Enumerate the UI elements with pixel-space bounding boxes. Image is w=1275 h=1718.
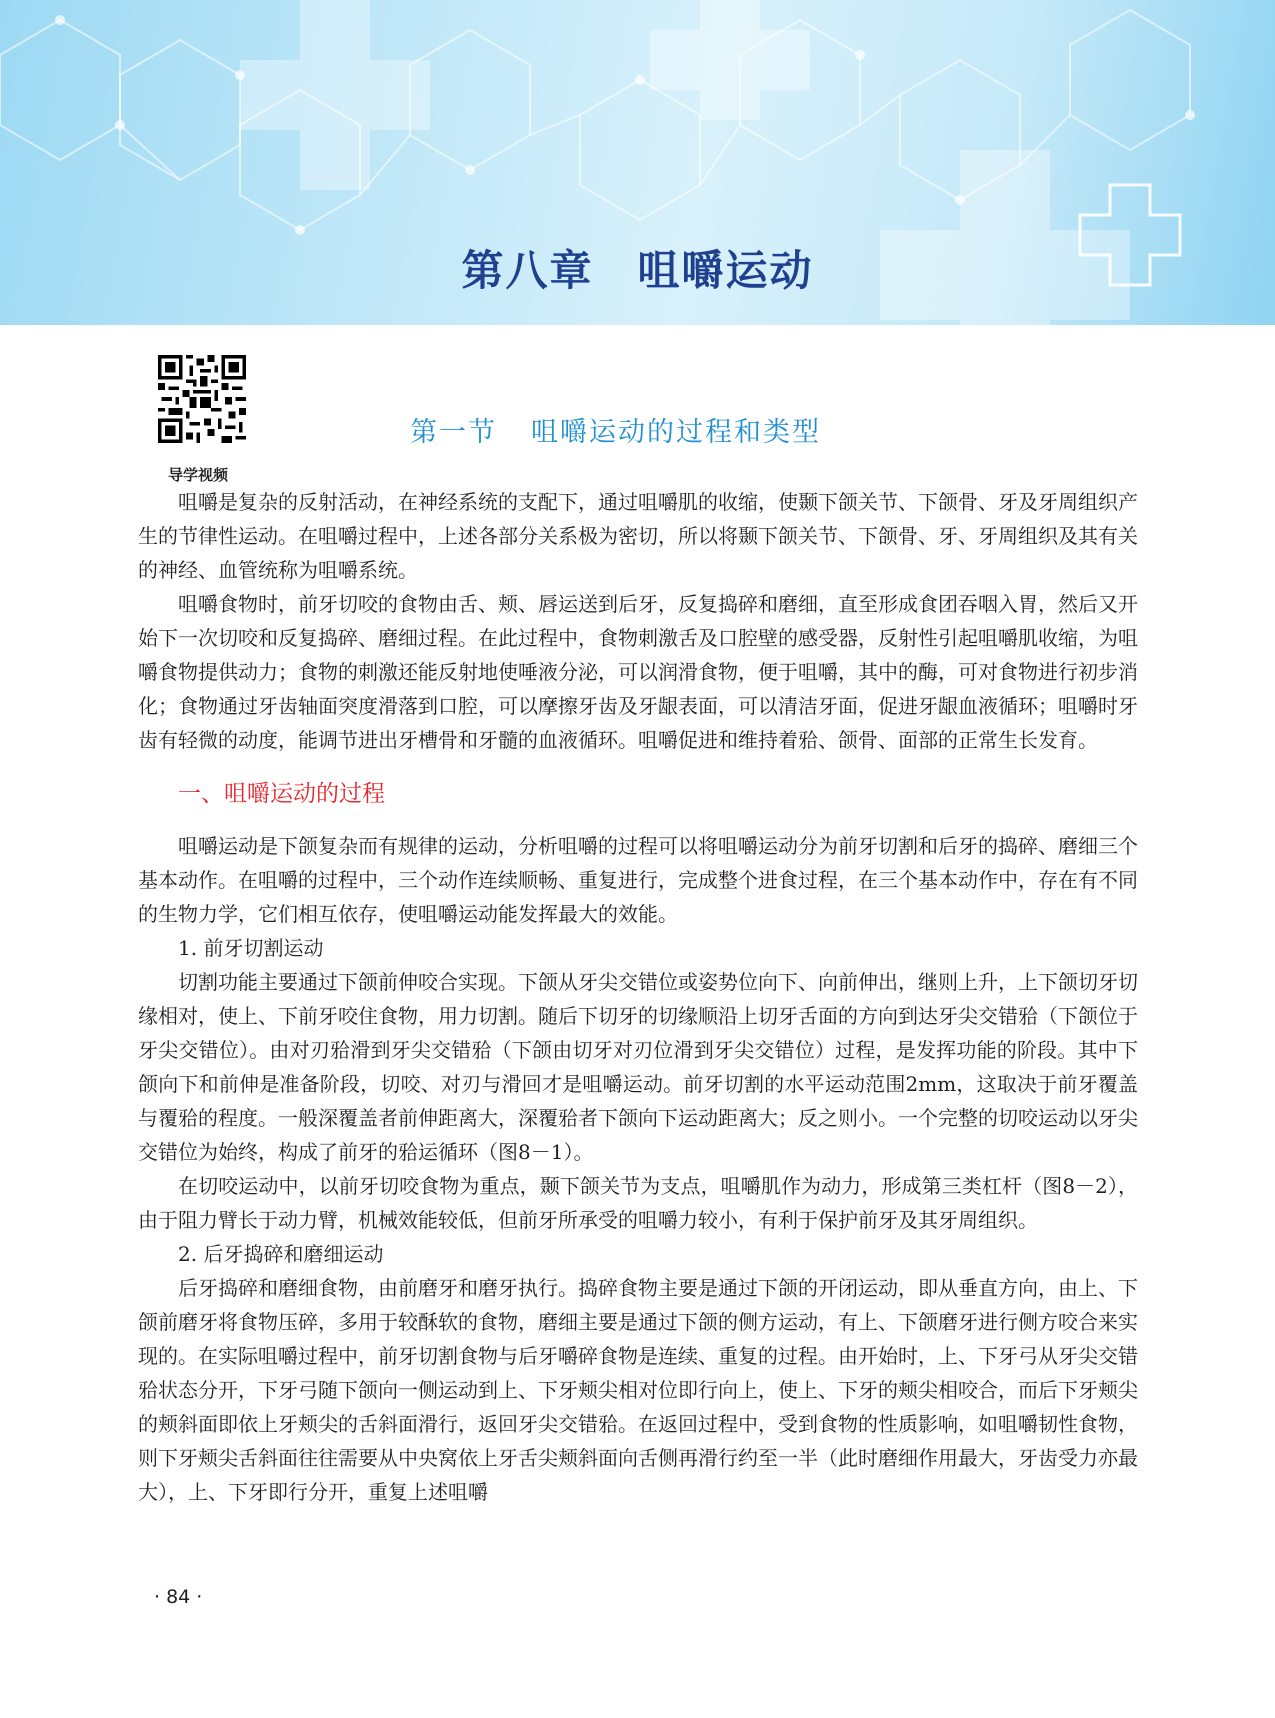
chapter-number: 第八章 — [461, 246, 594, 295]
subheading: 一、咀嚼运动的过程 — [178, 781, 385, 807]
section-number: 第一节 — [410, 417, 497, 448]
paragraph: 切割功能主要通过下颌前伸咬合实现。下颌从牙尖交错位或姿势位向下、向前伸出，继则上升，上下颌切牙切缘相对，使上、下前牙咬住食物，用力切割。随后下切牙的切缘顺沿上切牙舌面的方向到达牙尖交错𬌗（下颌位于牙尖交错位）。由对刃𬌗滑到牙尖交错𬌗（下颌由切牙对刃位滑到牙尖交错位）过程，是发挥功能的阶段。其中下颌向下和前伸是准备阶段，切咬、对刃与滑回才是咀嚼运动。前牙切割的水平运动范围2mm，这取决于前牙覆盖与覆𬌗的程度。一般深覆盖者前伸距离大，深覆𬌗者下颌向下运动距离大；反之则小。一个完整的切咬运动以牙尖交错位为始终，构成了前牙的𬌗运循环（图8－1）。 — [138, 970, 1138, 1164]
paragraph: 在切咬运动中，以前牙切咬食物为重点，颞下颌关节为支点，咀嚼肌作为动力，形成第三类杠杆（图8－2），由于阻力臂长于动力臂，机械效能较低，但前牙所承受的咀嚼力较小，有利于保护前牙及其牙周组织。 — [138, 1174, 1138, 1232]
qr-caption: 导学视频 — [168, 466, 229, 484]
page-number: · 84 · — [154, 1586, 203, 1608]
body-text — [138, 485, 1138, 1509]
section-title — [410, 410, 821, 449]
paragraph: 咀嚼是复杂的反射活动，在神经系统的支配下，通过咀嚼肌的收缩，使颞下颌关节、下颌骨、牙及牙周组织产生的节律性运动。在咀嚼过程中，上述各部分关系极为密切，所以将颞下颌关节、下颌骨、牙、牙周组织及其有关的神经、血管统称为咀嚼系统。 — [138, 490, 1138, 582]
section-name: 咀嚼运动的过程和类型 — [531, 417, 821, 448]
numbered-heading: 1. 前牙切割运动 — [178, 936, 324, 960]
paragraph: 后牙捣碎和磨细食物，由前磨牙和磨牙执行。捣碎食物主要是通过下颌的开闭运动，即从垂直方向，由上、下颌前磨牙将食物压碎，多用于较酥软的食物，磨细主要是通过下颌的侧方运动，有上、下颌磨牙进行侧方咬合来实现的。在实际咀嚼过程中，前牙切割食物与后牙嚼碎食物是连续、重复的过程。由开始时，上、下牙弓从牙尖交错𬌗状态分开，下牙弓随下颌向一侧运动到上、下牙颊尖相对位即行向上，使上、下牙的颊尖相咬合，而后下牙颊尖的颊斜面即依上牙颊尖的舌斜面滑行，返回牙尖交错𬌗。在返回过程中，受到食物的性质影响，如咀嚼韧性食物，则下牙颊尖舌斜面往往需要从中央窝依上牙舌尖颊斜面向舌侧再滑行约至一半（此时磨细作用最大，牙齿受力亦最大），上、下牙即行分开，重复上述咀嚼 — [138, 1276, 1138, 1504]
paragraph: 咀嚼食物时，前牙切咬的食物由舌、颊、唇运送到后牙，反复捣碎和磨细，直至形成食团吞咽入胃，然后又开始下一次切咬和反复捣碎、磨细过程。在此过程中，食物刺激舌及口腔壁的感受器，反射性引起咀嚼肌收缩，为咀嚼食物提供动力；食物的刺激还能反射地使唾液分泌，可以润滑食物，便于咀嚼，其中的酶，可对食物进行初步消化；食物通过牙齿轴面突度滑落到口腔，可以摩擦牙齿及牙龈表面，可以清洁牙面，促进牙龈血液循环；咀嚼时牙齿有轻微的动度，能调节进出牙槽骨和牙髓的血液循环。咀嚼促进和维持着𬌗、颌骨、面部的正常生长发育。 — [138, 592, 1138, 752]
qr-code[interactable] — [158, 355, 246, 443]
chapter-title — [0, 238, 1275, 298]
paragraph: 咀嚼运动是下颌复杂而有规律的运动，分析咀嚼的过程可以将咀嚼运动分为前牙切割和后牙的捣碎、磨细三个基本动作。在咀嚼的过程中，三个动作连续顺畅、重复进行，完成整个进食过程，在三个基本动作中，存在有不同的生物力学，它们相互依存，使咀嚼运动能发挥最大的效能。 — [138, 834, 1138, 926]
numbered-heading: 2. 后牙捣碎和磨细运动 — [178, 1242, 384, 1266]
chapter-name: 咀嚼运动 — [637, 246, 814, 295]
chapter-banner — [0, 0, 1275, 325]
